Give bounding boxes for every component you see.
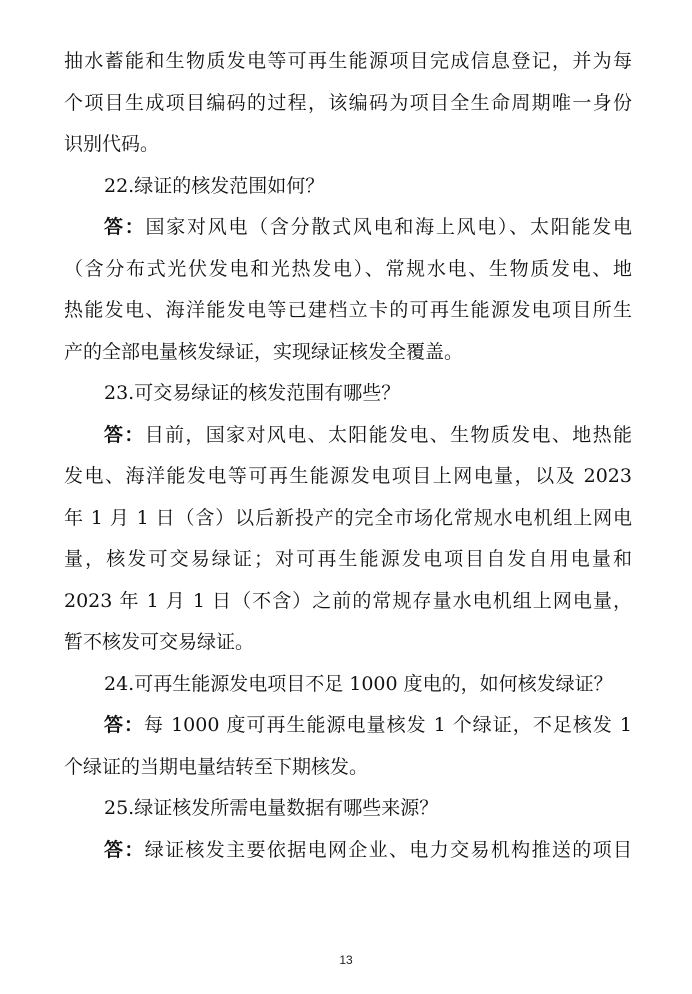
text-line: （含分布式光伏发电和光热发电）、常规水电、生物质发电、地: [64, 257, 632, 280]
question-24: 24.可再生能源发电项目不足 1000 度电的，如何核发绿证？: [104, 672, 613, 695]
text-line: 产的全部电量核发绿证，实现绿证核发全覆盖。: [64, 340, 464, 363]
answer-first-line: [64, 830, 632, 872]
answer-label: 答：: [104, 714, 145, 736]
text-line: 发电、海洋能发电等可再生能源发电项目上网电量，以及 2023: [64, 465, 632, 487]
answer-text: 目前，国家对风电、太阳能发电、生物质发电、地热能: [144, 423, 632, 446]
answer-label: 答：: [104, 216, 146, 238]
answer-25: [64, 830, 632, 872]
text-line: 量，核发可交易绿证；对可再生能源发电项目自发自用电量和: [64, 548, 632, 570]
answer-22: [64, 207, 632, 373]
answer-first-line: [64, 705, 632, 747]
text-line: 个绿证的当期电量结转至下期核发。: [64, 755, 369, 778]
text-line: 2023 年 1 月 1 日（不含）之前的常规存量水电机组上网电量，: [64, 589, 632, 612]
text-line: 热能发电、海洋能发电等已建档立卡的可再生能源发电项目所生: [64, 299, 632, 321]
question-23: 23.可交易绿证的核发范围有哪些？: [104, 382, 401, 404]
question-25: 25.绿证核发所需电量数据有哪些来源？: [104, 797, 439, 819]
answer-23: [64, 415, 632, 664]
answer-first-line: [64, 415, 632, 457]
text-line: 年 1 月 1 日（含）以后新投产的完全市场化常规水电机组上网电: [64, 506, 632, 529]
answer-24: [64, 705, 632, 788]
answer-label: 答：: [104, 838, 145, 861]
answer-first-line: [64, 207, 632, 249]
text-line: 识别代码。: [64, 133, 160, 155]
intro-paragraph: [64, 41, 632, 166]
answer-label: 答：: [104, 423, 145, 446]
page-number: 13: [339, 953, 353, 967]
answer-text: 每 1000 度可再生能源电量核发 1 个绿证，不足核发 1: [144, 714, 632, 736]
answer-text: 国家对风电（含分散式风电和海上风电）、太阳能发电: [145, 216, 632, 238]
text-line: 抽水蓄能和生物质发电等可再生能源项目完成信息登记，并为每: [64, 50, 632, 72]
question-22: 22.绿证的核发范围如何？: [104, 174, 325, 197]
text-line: 暂不核发可交易绿证。: [64, 631, 255, 653]
answer-text: 绿证核发主要依据电网企业、电力交易机构推送的项目: [144, 838, 632, 861]
document-body: [64, 41, 632, 871]
text-line: 个项目生成项目编码的过程，该编码为项目全生命周期唯一身份: [64, 91, 632, 114]
